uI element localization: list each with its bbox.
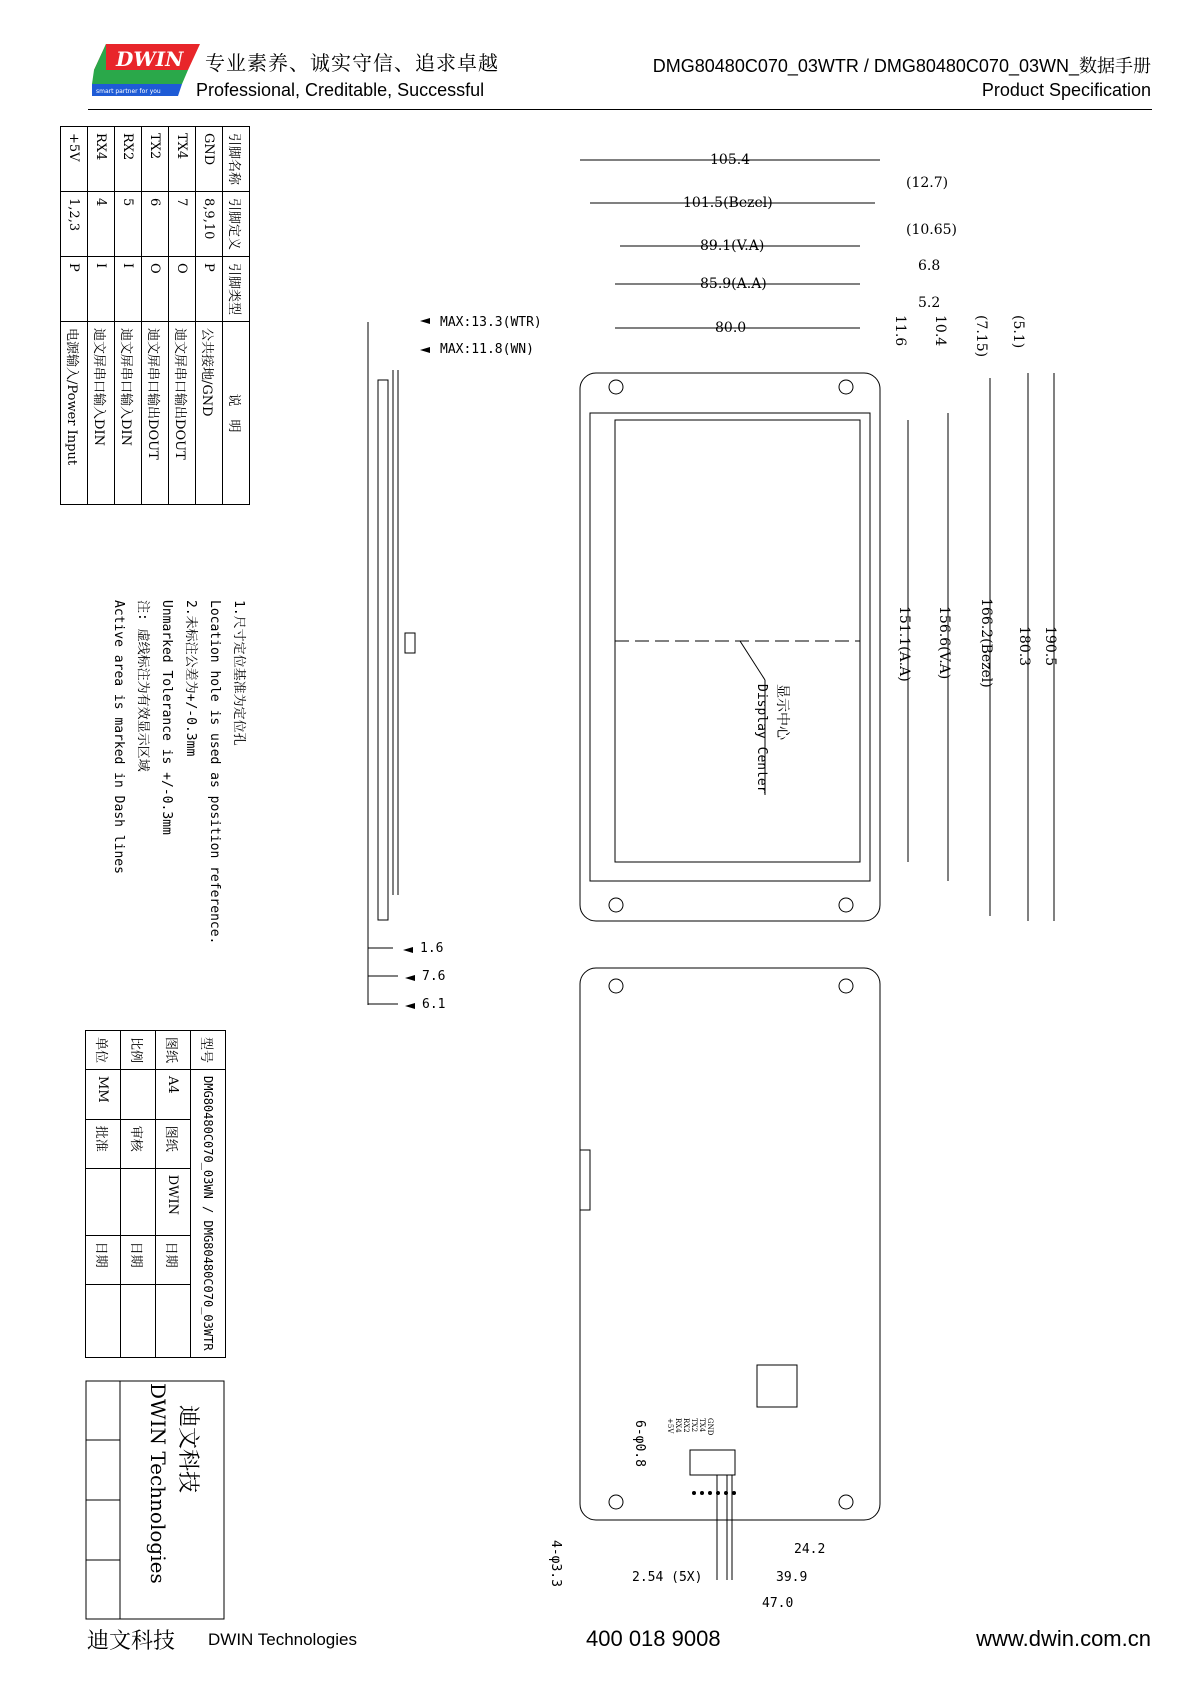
- dim-7-15: (7.15): [973, 315, 989, 358]
- dim-12-7: (12.7): [906, 175, 949, 191]
- connector-pins: [692, 1491, 736, 1495]
- slogan-en: Professional, Creditable, Successful: [196, 80, 485, 100]
- dim-47-0: 47.0: [762, 1596, 794, 1611]
- tb-label: 图纸: [156, 1031, 191, 1070]
- dim-80-0: 80.0: [715, 320, 747, 336]
- dim-105-4: 105.4: [710, 152, 751, 168]
- slogan-cn: 专业素养、诚实守信、追求卓越: [205, 51, 499, 75]
- right-small-dimensions: [892, 315, 1026, 357]
- pin-type: I: [115, 257, 142, 322]
- pin-desc: 电源输入/Power Input: [61, 322, 88, 505]
- viewing-area: [590, 413, 870, 881]
- pin-header-name: 引脚名称: [223, 127, 250, 192]
- bezel-outline: [580, 373, 880, 921]
- conn-label: GND: [706, 1418, 714, 1436]
- pin-def: 6: [142, 192, 169, 257]
- note-line: 2.未标注公差为+/-0.3mm: [183, 600, 198, 757]
- pin-header-desc: 说 明: [223, 322, 250, 505]
- pin-name: TX2: [142, 127, 169, 192]
- pin-type: O: [169, 257, 196, 322]
- side-view: [368, 322, 415, 1005]
- dim-2-54: 2.54 (5X): [632, 1570, 703, 1585]
- pin-name: RX2: [115, 127, 142, 192]
- dim-89-1: 89.1(V.A): [700, 238, 765, 254]
- mount-hole: [839, 898, 853, 912]
- mount-hole: [609, 979, 623, 993]
- dim-5-1: (5.1): [1010, 315, 1026, 349]
- dim-166-2: 166.2(Bezel): [978, 598, 994, 688]
- dim-24-2: 24.2: [794, 1542, 826, 1557]
- pin-name: RX4: [88, 127, 115, 192]
- footer-company-en: DWIN Technologies: [208, 1630, 357, 1649]
- pin-name: TX4: [169, 127, 196, 192]
- mounting-holes: [609, 380, 853, 912]
- tb-label: 批准: [86, 1119, 121, 1168]
- back-chip: [690, 1450, 735, 1475]
- display-center-cn: 显示中心: [774, 684, 790, 740]
- side-dimensions: [368, 315, 542, 1012]
- pin-def: 8,9,10: [196, 192, 223, 257]
- pin-name: +5V: [61, 127, 88, 192]
- back-dimension-labels: [548, 1420, 825, 1611]
- svg-text:smart partner for you: smart partner for you: [96, 88, 161, 95]
- mount-hole: [609, 898, 623, 912]
- dim-180-3: 180.3: [1016, 626, 1032, 667]
- svg-text:DWIN: DWIN: [116, 47, 184, 71]
- tb-label: 日期: [86, 1235, 121, 1284]
- pin-name: GND: [196, 127, 223, 192]
- pin-def: 7: [169, 192, 196, 257]
- top-dimension-labels: [683, 152, 957, 336]
- footer-company-cn: 迪文科技: [87, 1629, 176, 1654]
- dim-6-phi-0-8: 6-φ0.8: [632, 1420, 647, 1467]
- pin-desc: 迪文屏串口输出DOUT: [142, 322, 169, 505]
- tb-label: 图纸: [156, 1119, 191, 1168]
- mount-hole: [609, 1495, 623, 1509]
- note-line: 注: 虚线标注为有效显示区域: [135, 600, 150, 772]
- pin-type: I: [88, 257, 115, 322]
- dim-151-1: 151.1(A.A): [896, 606, 912, 682]
- tb-label: 单位: [86, 1031, 121, 1070]
- dim-11-6: 11.6: [892, 315, 908, 347]
- pin-desc: 迪文屏串口输出DOUT: [169, 322, 196, 505]
- note-line: 1.尺寸定位基准为定位孔: [231, 600, 246, 746]
- doc-title: DMG80480C070_03WTR / DMG80480C070_03WN_数据手册: [652, 56, 1151, 76]
- dim-4-phi-3-3: 4-φ3.3: [548, 1540, 563, 1587]
- doc-subtitle: Product Specification: [981, 80, 1151, 100]
- footer-website[interactable]: www.dwin.com.cn: [976, 1626, 1151, 1651]
- pin-type: O: [142, 257, 169, 322]
- dim-6-1: 6.1: [422, 997, 446, 1012]
- note-line: Unmarked Tolerance is +/-0.3mm: [159, 600, 174, 835]
- pin-desc: 公共接地/GND: [196, 322, 223, 505]
- pin-type: P: [61, 257, 88, 322]
- dim-85-9: 85.9(A.A): [700, 276, 767, 292]
- pin-header-def: 引脚定义: [223, 192, 250, 257]
- conn-label: TX4: [698, 1418, 706, 1433]
- footer-phone: 400 018 9008: [586, 1626, 721, 1651]
- tb-value: DWIN: [156, 1168, 191, 1235]
- pin-def: 5: [115, 192, 142, 257]
- back-outline: [580, 968, 880, 1520]
- dim-156-6: 156.6(V.A): [936, 606, 952, 680]
- mount-hole: [609, 380, 623, 394]
- dim-39-9: 39.9: [776, 1570, 808, 1585]
- note-line: Active area is marked in Dash lines: [111, 600, 126, 874]
- conn-label: RX2: [682, 1418, 690, 1433]
- dim-10-4: 10.4: [932, 315, 948, 347]
- dim-1-6: 1.6: [420, 941, 444, 956]
- pin-desc: 迪文屏串口输入DIN: [115, 322, 142, 505]
- tb-label: 日期: [121, 1235, 156, 1284]
- dim-10-65: (10.65): [906, 222, 958, 238]
- tb-label: 日期: [156, 1235, 191, 1284]
- side-profile: [378, 380, 388, 920]
- dim-6-8: 6.8: [918, 258, 941, 274]
- tb-label: 审核: [121, 1119, 156, 1168]
- tb-label: 比例: [121, 1031, 156, 1070]
- mount-hole: [839, 979, 853, 993]
- back-view: [580, 968, 880, 1580]
- display-center-en: Display Center: [754, 684, 769, 794]
- dim-max-wn: MAX:11.8(WN): [440, 342, 534, 357]
- conn-label: TX2: [690, 1418, 698, 1433]
- front-view: [580, 373, 880, 921]
- tb-model: DMG80480C070_03WN / DMG80480C070_03WTR: [191, 1070, 226, 1358]
- connector-labels: [666, 1418, 714, 1436]
- tb-company-cn: 迪文科技: [175, 1405, 200, 1494]
- pin-desc: 迪文屏串口输入DIN: [88, 322, 115, 505]
- tb-value: MM: [86, 1070, 121, 1120]
- tb-company-en: DWIN Technologies: [146, 1383, 170, 1584]
- mount-hole: [839, 380, 853, 394]
- tb-value: A4: [156, 1070, 191, 1120]
- pin-def: 4: [88, 192, 115, 257]
- tb-label: 型号: [191, 1031, 226, 1070]
- note-line: Location hole is used as position reference.: [207, 600, 222, 945]
- side-connector: [405, 633, 415, 653]
- conn-label: +5V: [666, 1418, 674, 1434]
- pin-header-type: 引脚类型: [223, 257, 250, 322]
- right-long-dimension-labels: [896, 598, 1058, 688]
- dim-7-6: 7.6: [422, 969, 446, 984]
- pin-def: 1,2,3: [61, 192, 88, 257]
- mount-hole: [839, 1495, 853, 1509]
- back-connector: [757, 1365, 797, 1407]
- dim-101-5: 101.5(Bezel): [683, 195, 773, 211]
- dim-5-2: 5.2: [918, 295, 941, 311]
- dim-190-5: 190.5: [1042, 626, 1058, 667]
- dim-max-wtr: MAX:13.3(WTR): [440, 315, 542, 330]
- conn-label: RX4: [674, 1418, 682, 1433]
- pin-type: P: [196, 257, 223, 322]
